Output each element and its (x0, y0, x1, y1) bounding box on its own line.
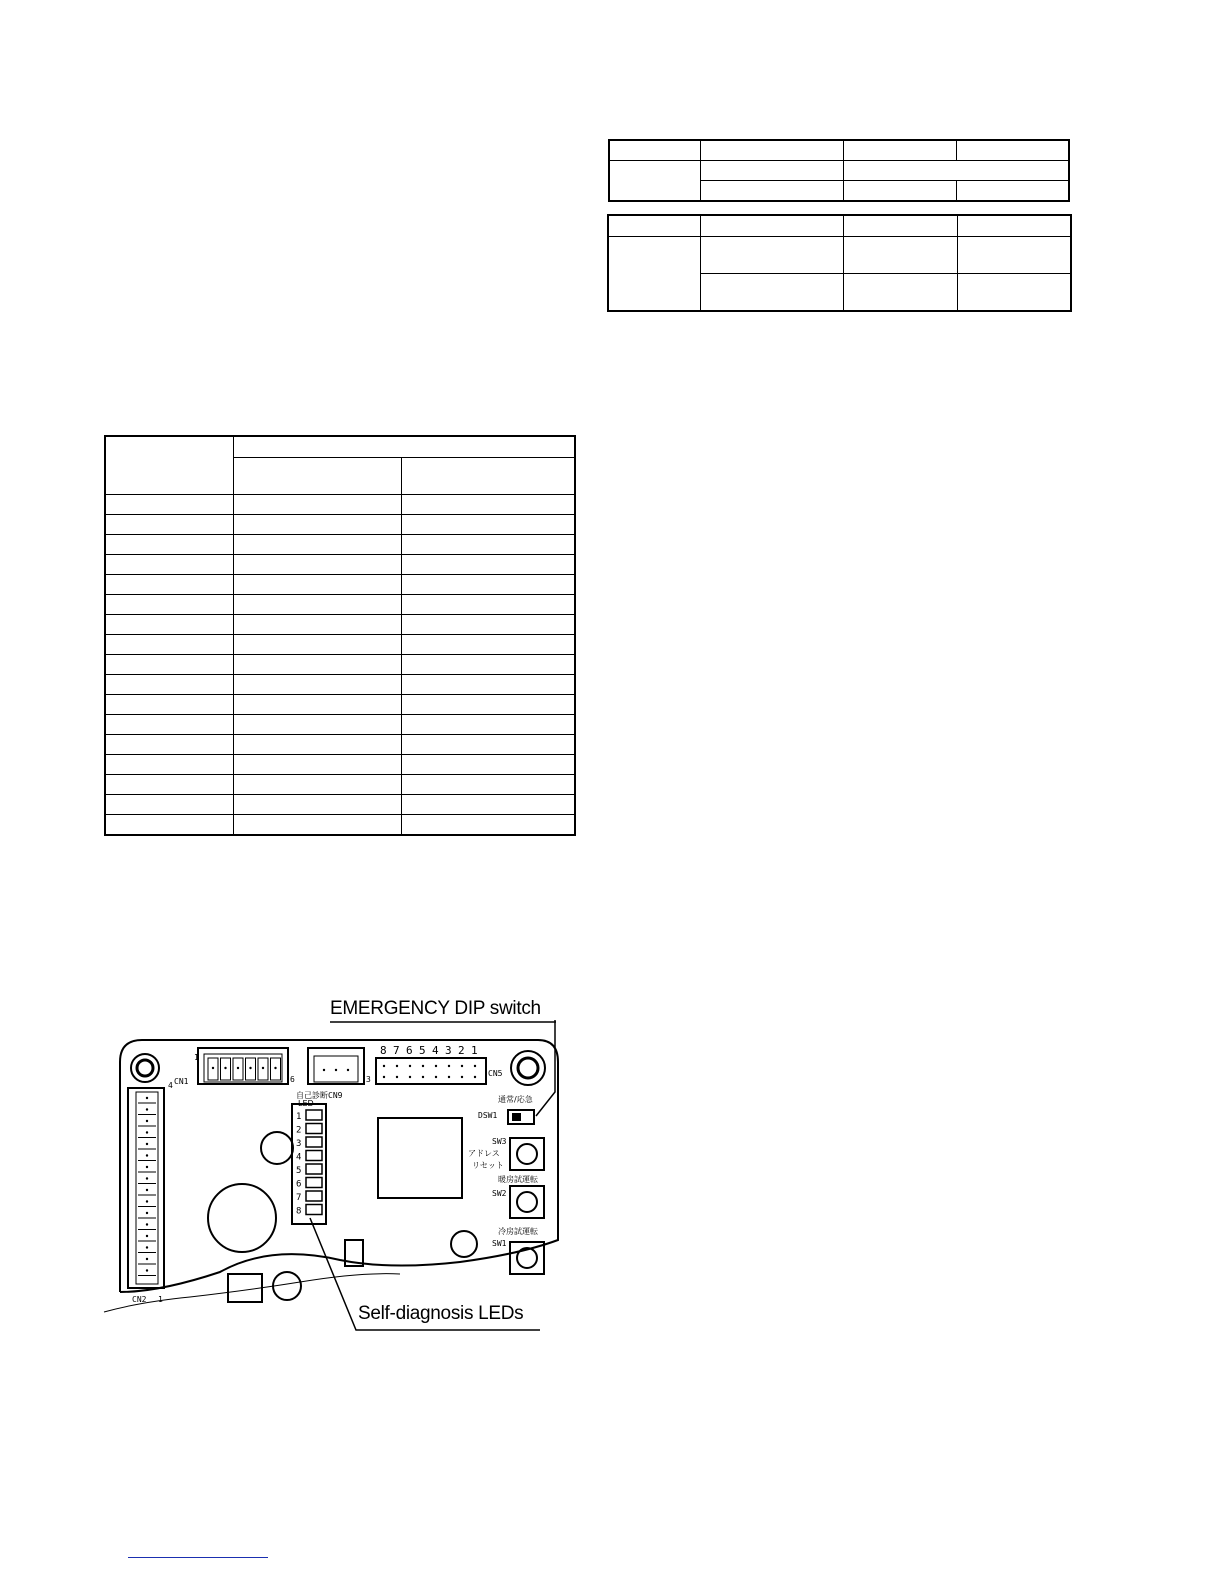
capacitor (451, 1231, 477, 1257)
cn5-pin-dot (396, 1065, 398, 1067)
sw3-label: SW3 (492, 1137, 507, 1146)
cn2-pin-dot (146, 1143, 148, 1145)
led-header-label: 自己診断 (296, 1091, 328, 1100)
cn2-pin-dot (146, 1189, 148, 1191)
led-number: 2 (296, 1125, 302, 1136)
led-number: 7 (296, 1193, 302, 1203)
cn1-label: CN1 (174, 1077, 189, 1086)
cn5-pin-number: 4 (432, 1044, 439, 1057)
cn2-pin-dot (146, 1120, 148, 1122)
cn5-label: CN5 (488, 1069, 503, 1078)
cn5-pin-dot (448, 1065, 450, 1067)
cn2-pin-dot (146, 1200, 148, 1202)
self-diagnosis-led (306, 1191, 322, 1201)
cn5-pin-number: 7 (393, 1044, 400, 1057)
cn5-pin-dot (396, 1076, 398, 1078)
sw3-button[interactable] (510, 1138, 544, 1170)
cn2-pin-dot (146, 1108, 148, 1110)
self-diagnosis-led (306, 1164, 322, 1174)
cn5-pin-dot (461, 1065, 463, 1067)
normal-emergency-label: 通常/応急 (498, 1095, 533, 1104)
cn5-pin-dot (448, 1076, 450, 1078)
cn1-pin-dot (237, 1067, 239, 1069)
cn2-pin-dot (146, 1154, 148, 1156)
led-number: 5 (296, 1166, 302, 1176)
cn2-pin-top: 4 (168, 1081, 173, 1090)
led-label: LED (298, 1099, 314, 1108)
cn2-pin-dot (146, 1212, 148, 1214)
cn2-pin-dot (146, 1131, 148, 1133)
cn5-pin-number: 5 (419, 1044, 426, 1057)
cool-test-run-label: 冷房試運転 (498, 1227, 538, 1236)
self-diagnosis-leds-callout: Self-diagnosis LEDs (358, 1303, 524, 1324)
cn5-pin-number: 6 (406, 1044, 413, 1057)
cn1-pin-dot (212, 1067, 214, 1069)
cn2-pin-dot (146, 1235, 148, 1237)
cn2-pin-dot (146, 1177, 148, 1179)
dsw1-label: DSW1 (478, 1111, 498, 1120)
heat-test-run-label: 暖房試運転 (498, 1175, 538, 1184)
status-table-2 (607, 214, 1072, 312)
mounting-hole (131, 1054, 159, 1082)
cn1-pin-end: 6 (290, 1075, 295, 1084)
cn5-pin-dot (383, 1076, 385, 1078)
cn2-connector (128, 1088, 164, 1288)
led-number: 4 (296, 1152, 302, 1163)
capacitor-large (208, 1184, 276, 1252)
cn9-label: CN9 (328, 1091, 343, 1100)
cn9-pin-dot (323, 1069, 325, 1071)
pcb-diagram (100, 992, 570, 1338)
cn2-pin-dot (146, 1246, 148, 1248)
cn5-pin-number: 8 (380, 1044, 387, 1057)
cn5-pin-number: 3 (445, 1044, 452, 1057)
cn2-pin-dot (146, 1258, 148, 1260)
cn5-pin-dot (435, 1076, 437, 1078)
ic-chip (378, 1118, 462, 1198)
emergency-dip-switch[interactable] (508, 1110, 534, 1124)
cn5-pin-dot (422, 1065, 424, 1067)
cn1-pin-dot (262, 1067, 264, 1069)
cn2-pin-dot (146, 1166, 148, 1168)
led-number: 8 (296, 1206, 302, 1217)
cn2-label: CN2 (132, 1295, 147, 1304)
cn2-pin-dot (146, 1097, 148, 1099)
mounting-hole (511, 1051, 545, 1085)
address-reset-label-2: リセット (472, 1161, 504, 1170)
cn9-pin-dot (347, 1069, 349, 1071)
cn1-pin-start: 1 (194, 1053, 199, 1062)
cn2-pin-start: 1 (158, 1295, 163, 1304)
led-number: 3 (296, 1139, 302, 1149)
cn5-pin-number: 1 (471, 1044, 478, 1057)
cn2-pin-dot (146, 1269, 148, 1271)
self-diagnosis-led (306, 1124, 322, 1134)
address-reset-label-1: アドレス (468, 1149, 500, 1158)
cn9-pin: 3 (366, 1075, 371, 1084)
cn5-connector (376, 1058, 486, 1084)
capacitor (261, 1132, 293, 1164)
sw2-button[interactable] (510, 1186, 544, 1218)
cn5-pin-dot (435, 1065, 437, 1067)
sw2-label: SW2 (492, 1189, 507, 1198)
self-diagnosis-led (306, 1110, 322, 1120)
cn1-pin-dot (274, 1067, 276, 1069)
status-table-1 (608, 139, 1070, 202)
emergency-dip-switch-callout: EMERGENCY DIP switch (330, 998, 541, 1019)
self-diagnosis-led (306, 1151, 322, 1161)
cn9-pin-dot (335, 1069, 337, 1071)
cn5-pin-dot (422, 1076, 424, 1078)
self-diagnosis-led (306, 1178, 322, 1188)
cn5-pin-dot (409, 1065, 411, 1067)
cn2-pin-dot (146, 1223, 148, 1225)
sw1-label: SW1 (492, 1239, 507, 1248)
self-diagnosis-led (306, 1205, 322, 1215)
cn1-pin-dot (224, 1067, 226, 1069)
cn9-connector (308, 1048, 364, 1084)
led-code-table (104, 435, 576, 836)
footer-rule (128, 1557, 268, 1558)
cn5-pin-dot (474, 1065, 476, 1067)
led-number: 1 (296, 1112, 302, 1122)
cn5-pin-number: 2 (458, 1044, 465, 1057)
cn1-pin-dot (249, 1067, 251, 1069)
cn5-pin-dot (383, 1065, 385, 1067)
self-diagnosis-led (306, 1137, 322, 1147)
led-number: 6 (296, 1179, 302, 1190)
cn5-pin-dot (461, 1076, 463, 1078)
cn5-pin-dot (474, 1076, 476, 1078)
cn5-pin-dot (409, 1076, 411, 1078)
